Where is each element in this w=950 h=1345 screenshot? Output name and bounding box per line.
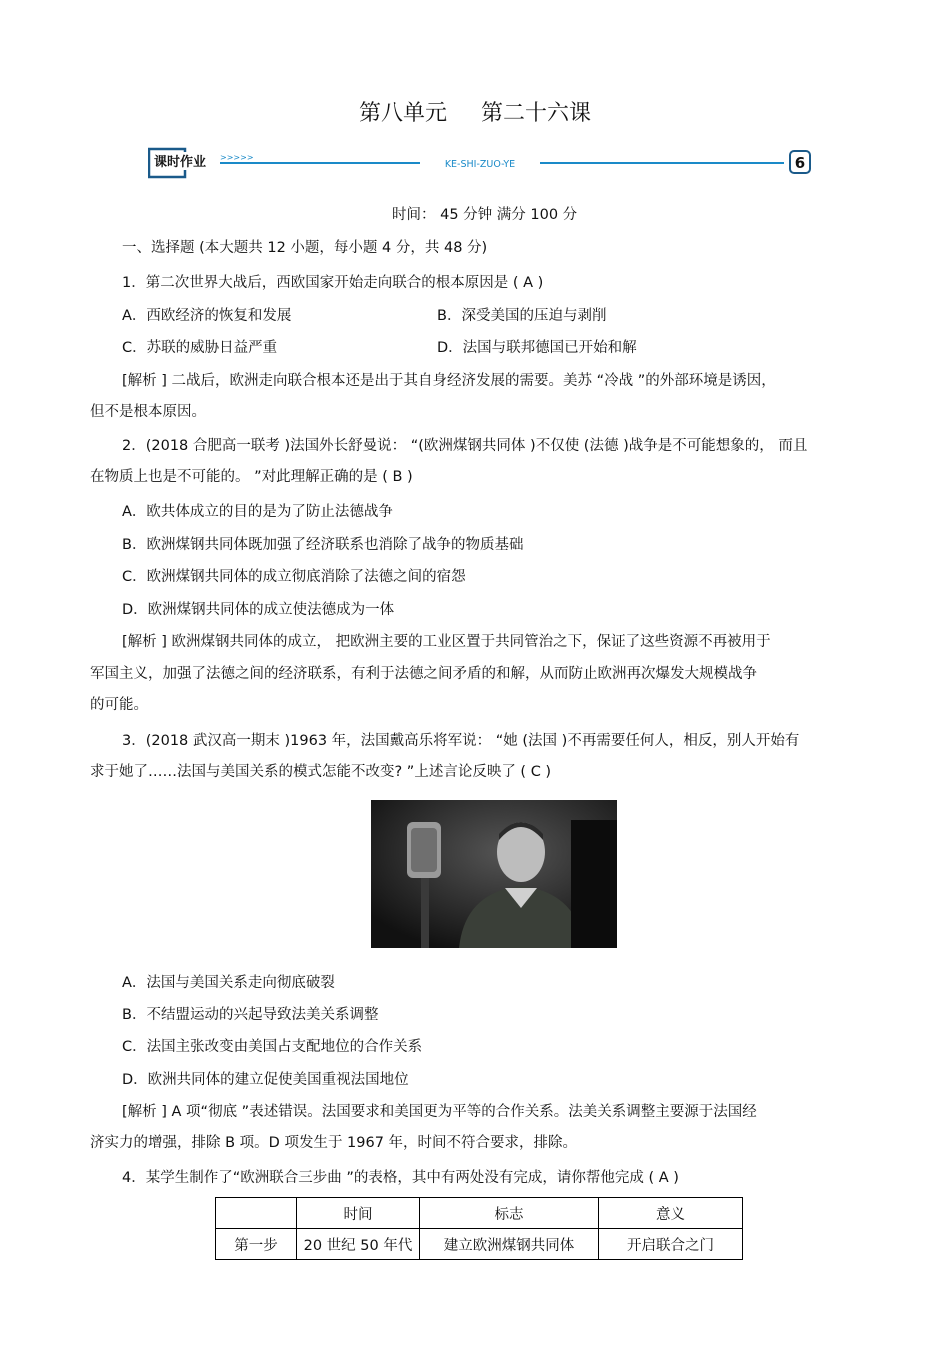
q2-option-c: C．欧洲煤钢共同体的成立彻底消除了法德之间的宿怨 — [122, 569, 466, 585]
q1-option-a: A．西欧经济的恢复和发展 — [122, 308, 292, 324]
q3-option-b: B．不结盟运动的兴起导致法美关系调整 — [122, 1007, 379, 1023]
de-gaulle-photo — [371, 800, 617, 948]
table-cell: 第一步 — [216, 1229, 297, 1260]
banner-graphic — [148, 147, 814, 179]
section-heading: 一、选择题 (本大题共 12 小题，每小题 4 分，共 48 分) — [122, 240, 488, 256]
q3-option-c: C．法国主张改变由美国占支配地位的合作关系 — [122, 1039, 423, 1055]
q1-stem: 1．第二次世界大战后，西欧国家开始走向联合的根本原因是 ( A ) — [122, 275, 544, 291]
q2-option-d: D．欧洲煤钢共同体的成立使法德成为一体 — [122, 602, 395, 618]
q1-explanation-line1: [解析 ] 二战后，欧洲走向联合根本还是出于其自身经济发展的需要。美苏 “冷战 ”的外部环境是诱因， — [122, 373, 776, 389]
q3-option-d: D．欧洲共同体的建立促使美国重视法国地位 — [122, 1072, 409, 1088]
page-title — [0, 96, 950, 127]
q1-option-b: B．深受美国的压迫与剥削 — [437, 308, 607, 324]
q3-stem-line1: 3．(2018 武汉高一期末 )1963 年，法国戴高乐将军说： “她 (法国 )不再需要任何人，相反，别人开始有 — [122, 733, 800, 749]
q2-explanation-line1: [解析 ] 欧洲煤钢共同体的成立， 把欧洲主要的工业区置于共同管治之下，保证了这些资源不再被用于 — [122, 634, 771, 650]
q3-explanation-line1: [解析 ] A 项“彻底 ”表述错误。法国要求和美国更为平等的合作关系。法美关系调整主要源于法国经 — [122, 1104, 757, 1120]
table-cell: 20 世纪 50 年代 — [297, 1229, 420, 1260]
q3-explanation-line2: 济实力的增强，排除 B 项。D 项发生于 1967 年，时间不符合要求，排除。 — [90, 1135, 578, 1151]
table-cell: 建立欧洲煤钢共同体 — [420, 1229, 599, 1260]
table-header-cell: 时间 — [297, 1198, 420, 1229]
table-header-row — [216, 1198, 743, 1229]
europe-union-table — [215, 1197, 743, 1260]
q1-explanation-line2: 但不是根本原因。 — [90, 404, 206, 420]
banner-number: 6 — [794, 154, 806, 172]
banner-label: 课时作业 — [154, 155, 207, 170]
q2-option-a: A．欧共体成立的目的是为了防止法德战争 — [122, 504, 393, 520]
q2-stem-line2: 在物质上也是不可能的。 ”对此理解正确的是 ( B ) — [90, 469, 413, 485]
q3-stem-line2: 求于她了……法国与美国关系的模式怎能不改变? ”上述言论反映了 ( C ) — [90, 764, 552, 780]
table-header-cell: 标志 — [420, 1198, 599, 1229]
q2-explanation-line3: 的可能。 — [90, 697, 148, 713]
q1-option-c: C．苏联的威胁日益严重 — [122, 340, 278, 356]
q1-option-d: D．法国与联邦德国已开始和解 — [437, 340, 637, 356]
q2-explanation-line2: 军国主义，加强了法德之间的经济联系，有利于法德之间矛盾的和解，从而防止欧洲再次爆发大规模战争 — [90, 666, 757, 682]
unit-title: 第八单元 — [358, 101, 447, 126]
q4-stem: 4．某学生制作了“欧洲联合三步曲 ”的表格，其中有两处没有完成，请你帮他完成 ( A ) — [122, 1170, 679, 1186]
q2-stem-line1: 2．(2018 合肥高一联考 )法国外长舒曼说： “(欧洲煤钢共同体 )不仅使 (法德 )战争是不可能想象的， 而且 — [122, 438, 808, 454]
time-and-score: 时间： 45 分钟 满分 100 分 — [392, 207, 578, 223]
banner-pinyin: KE-SHI-ZUO-YE — [444, 159, 516, 170]
q3-option-a: A．法国与美国关系走向彻底破裂 — [122, 975, 335, 991]
table-cell: 开启联合之门 — [599, 1229, 743, 1260]
photo-illustration — [371, 800, 617, 948]
lesson-title: 第二十六课 — [481, 101, 592, 126]
table-header-cell: 意义 — [599, 1198, 743, 1229]
table-header-cell — [216, 1198, 297, 1229]
homework-banner — [148, 147, 814, 179]
table-row — [216, 1229, 743, 1260]
q2-option-b: B．欧洲煤钢共同体既加强了经济联系也消除了战争的物质基础 — [122, 537, 524, 553]
banner-arrows: >>>>> — [220, 153, 254, 162]
